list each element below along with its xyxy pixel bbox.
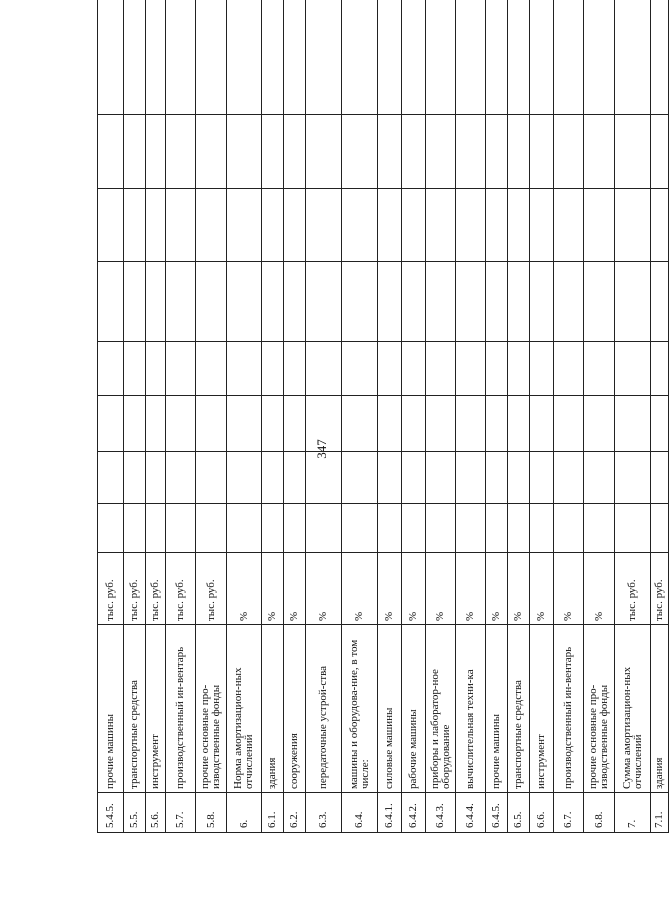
row-unit-cell: %	[284, 553, 306, 625]
row-name-cell: силовые машины	[378, 625, 402, 793]
value-cell	[262, 115, 284, 189]
table-row	[508, 0, 530, 833]
value-cell	[378, 452, 402, 504]
value-cell	[378, 115, 402, 189]
row-number-cell: 6.1.	[262, 793, 284, 833]
value-cell	[554, 504, 584, 553]
value-cell	[284, 262, 306, 342]
value-cell	[196, 452, 227, 504]
row-unit-cell: %	[402, 553, 426, 625]
value-cell	[342, 342, 378, 396]
value-cell	[227, 189, 262, 262]
value-cell	[284, 115, 306, 189]
value-cell	[530, 189, 554, 262]
value-cell	[124, 189, 146, 262]
value-cell	[651, 504, 669, 553]
value-cell	[342, 189, 378, 262]
value-cell	[508, 115, 530, 189]
table-row	[342, 0, 378, 833]
value-cell	[227, 504, 262, 553]
value-cell	[98, 396, 124, 452]
value-cell	[456, 396, 486, 452]
value-cell	[196, 504, 227, 553]
table-row	[554, 0, 584, 833]
value-cell	[306, 342, 342, 396]
value-cell	[651, 262, 669, 342]
value-cell	[508, 342, 530, 396]
value-cell	[146, 342, 166, 396]
table-row	[146, 0, 166, 833]
row-number-cell: 6.7.	[554, 793, 584, 833]
value-cell	[342, 0, 378, 115]
value-cell	[530, 0, 554, 115]
value-cell	[342, 504, 378, 553]
rotated-table-container	[97, 47, 665, 833]
value-cell	[426, 262, 456, 342]
row-name-cell: здания	[651, 625, 669, 793]
value-cell	[651, 396, 669, 452]
row-unit-cell: %	[486, 553, 508, 625]
row-name-cell: производственный ин-вентарь	[554, 625, 584, 793]
value-cell	[554, 189, 584, 262]
value-cell	[98, 452, 124, 504]
value-cell	[486, 504, 508, 553]
value-cell	[486, 342, 508, 396]
value-cell	[486, 396, 508, 452]
table-row	[124, 0, 146, 833]
row-unit-cell: тыс. руб.	[196, 553, 227, 625]
row-number-cell: 6.5.	[508, 793, 530, 833]
value-cell	[306, 504, 342, 553]
value-cell	[342, 452, 378, 504]
value-cell	[530, 115, 554, 189]
value-cell	[98, 504, 124, 553]
row-number-cell: 6.4.	[342, 793, 378, 833]
value-cell	[486, 115, 508, 189]
value-cell	[456, 115, 486, 189]
value-cell	[486, 452, 508, 504]
row-unit-cell: %	[584, 553, 615, 625]
value-cell	[166, 189, 196, 262]
value-cell	[166, 342, 196, 396]
row-unit-cell: тыс. руб.	[651, 553, 669, 625]
value-cell	[456, 262, 486, 342]
value-cell	[146, 262, 166, 342]
row-unit-cell: тыс. руб.	[146, 553, 166, 625]
row-number-cell: 6.4.3.	[426, 793, 456, 833]
value-cell	[615, 0, 651, 115]
row-unit-cell: %	[342, 553, 378, 625]
value-cell	[284, 504, 306, 553]
value-cell	[554, 262, 584, 342]
value-cell	[508, 189, 530, 262]
table-row	[98, 0, 124, 833]
value-cell	[98, 342, 124, 396]
row-name-cell: передаточные устрой-ства	[306, 625, 342, 793]
value-cell	[124, 452, 146, 504]
row-number-cell: 6.3.	[306, 793, 342, 833]
row-unit-cell: %	[426, 553, 456, 625]
value-cell	[508, 504, 530, 553]
row-unit-cell: %	[262, 553, 284, 625]
value-cell	[530, 262, 554, 342]
value-cell	[166, 115, 196, 189]
value-cell	[554, 452, 584, 504]
value-cell	[402, 115, 426, 189]
value-cell	[426, 0, 456, 115]
value-cell	[166, 452, 196, 504]
value-cell	[402, 342, 426, 396]
row-name-cell: Сумма амортизацион-ных отчислений	[615, 625, 651, 793]
value-cell	[615, 452, 651, 504]
value-cell	[306, 115, 342, 189]
value-cell	[402, 0, 426, 115]
row-name-cell: производственный ин-вентарь	[166, 625, 196, 793]
value-cell	[554, 396, 584, 452]
row-name-cell: приборы и лаборатор-ное оборудование	[426, 625, 456, 793]
value-cell	[456, 342, 486, 396]
value-cell	[227, 342, 262, 396]
value-cell	[124, 504, 146, 553]
value-cell	[584, 396, 615, 452]
value-cell	[146, 452, 166, 504]
value-cell	[262, 452, 284, 504]
value-cell	[651, 115, 669, 189]
value-cell	[508, 0, 530, 115]
table-row	[166, 0, 196, 833]
value-cell	[530, 342, 554, 396]
value-cell	[651, 342, 669, 396]
value-cell	[651, 452, 669, 504]
row-number-cell: 6.4.4.	[456, 793, 486, 833]
value-cell	[306, 452, 342, 504]
value-cell	[227, 452, 262, 504]
value-cell	[508, 452, 530, 504]
value-cell	[124, 342, 146, 396]
row-name-cell: вычислительная техни-ка	[456, 625, 486, 793]
value-cell	[508, 396, 530, 452]
value-cell	[342, 262, 378, 342]
value-cell	[615, 262, 651, 342]
row-number-cell: 7.1.	[651, 793, 669, 833]
value-cell	[146, 115, 166, 189]
row-number-cell: 7.	[615, 793, 651, 833]
row-name-cell: прочие машины	[98, 625, 124, 793]
value-cell	[584, 189, 615, 262]
value-cell	[378, 0, 402, 115]
table-row	[530, 0, 554, 833]
row-unit-cell: %	[378, 553, 402, 625]
value-cell	[124, 0, 146, 115]
row-number-cell: 6.	[227, 793, 262, 833]
value-cell	[342, 396, 378, 452]
value-cell	[146, 0, 166, 115]
value-cell	[554, 115, 584, 189]
row-number-cell: 5.8.	[196, 793, 227, 833]
value-cell	[426, 396, 456, 452]
value-cell	[378, 504, 402, 553]
value-cell	[426, 189, 456, 262]
row-unit-cell: %	[227, 553, 262, 625]
row-unit-cell: тыс. руб.	[166, 553, 196, 625]
value-cell	[262, 504, 284, 553]
value-cell	[530, 452, 554, 504]
value-cell	[284, 452, 306, 504]
value-cell	[146, 396, 166, 452]
value-cell	[196, 115, 227, 189]
row-name-cell: инструмент	[146, 625, 166, 793]
row-name-cell: прочие основные про-изводственные фонды	[196, 625, 227, 793]
value-cell	[262, 189, 284, 262]
row-unit-cell: %	[306, 553, 342, 625]
row-name-cell: Норма амортизацион-ных отчислений	[227, 625, 262, 793]
value-cell	[196, 342, 227, 396]
row-number-cell: 6.4.5.	[486, 793, 508, 833]
value-cell	[166, 504, 196, 553]
row-number-cell: 5.4.5.	[98, 793, 124, 833]
value-cell	[402, 504, 426, 553]
value-cell	[584, 262, 615, 342]
value-cell	[227, 0, 262, 115]
table-row	[378, 0, 402, 833]
value-cell	[554, 342, 584, 396]
row-number-cell: 5.5.	[124, 793, 146, 833]
value-cell	[378, 189, 402, 262]
value-cell	[227, 115, 262, 189]
row-name-cell: инструмент	[530, 625, 554, 793]
value-cell	[456, 0, 486, 115]
value-cell	[227, 396, 262, 452]
row-unit-cell: тыс. руб.	[124, 553, 146, 625]
value-cell	[262, 396, 284, 452]
value-cell	[227, 262, 262, 342]
row-number-cell: 6.8.	[584, 793, 615, 833]
value-cell	[486, 0, 508, 115]
value-cell	[284, 0, 306, 115]
value-cell	[262, 262, 284, 342]
value-cell	[306, 396, 342, 452]
row-name-cell: здания	[262, 625, 284, 793]
value-cell	[584, 452, 615, 504]
value-cell	[166, 0, 196, 115]
value-cell	[98, 189, 124, 262]
row-number-cell: 6.2.	[284, 793, 306, 833]
value-cell	[306, 189, 342, 262]
page-number: 347	[313, 439, 329, 459]
value-cell	[378, 396, 402, 452]
row-unit-cell: %	[456, 553, 486, 625]
value-cell	[166, 262, 196, 342]
value-cell	[378, 342, 402, 396]
value-cell	[306, 262, 342, 342]
value-cell	[98, 262, 124, 342]
value-cell	[196, 189, 227, 262]
value-cell	[284, 189, 306, 262]
value-cell	[615, 342, 651, 396]
value-cell	[615, 504, 651, 553]
value-cell	[196, 0, 227, 115]
row-unit-cell: %	[530, 553, 554, 625]
value-cell	[402, 452, 426, 504]
value-cell	[651, 189, 669, 262]
row-name-cell: транспортные средства	[508, 625, 530, 793]
value-cell	[306, 0, 342, 115]
row-unit-cell: тыс. руб.	[615, 553, 651, 625]
row-name-cell: прочие основные про-изводственные фонды	[584, 625, 615, 793]
row-number-cell: 5.6.	[146, 793, 166, 833]
value-cell	[196, 262, 227, 342]
value-cell	[584, 115, 615, 189]
value-cell	[124, 115, 146, 189]
table-row	[456, 0, 486, 833]
value-cell	[196, 396, 227, 452]
value-cell	[426, 452, 456, 504]
value-cell	[98, 115, 124, 189]
value-cell	[124, 262, 146, 342]
table-row	[651, 0, 669, 833]
value-cell	[284, 342, 306, 396]
value-cell	[584, 342, 615, 396]
table-row	[196, 0, 227, 833]
table-row	[306, 0, 342, 833]
value-cell	[615, 189, 651, 262]
value-cell	[486, 189, 508, 262]
value-cell	[342, 115, 378, 189]
row-name-cell: сооружения	[284, 625, 306, 793]
row-name-cell: рабочие машины	[402, 625, 426, 793]
table-row	[402, 0, 426, 833]
row-unit-cell: %	[554, 553, 584, 625]
row-name-cell: машины и оборудова-ние, в том числе:	[342, 625, 378, 793]
row-unit-cell: %	[508, 553, 530, 625]
value-cell	[284, 396, 306, 452]
value-cell	[426, 115, 456, 189]
value-cell	[146, 189, 166, 262]
table-row	[227, 0, 262, 833]
value-cell	[584, 0, 615, 115]
value-cell	[402, 262, 426, 342]
row-number-cell: 6.4.2.	[402, 793, 426, 833]
table-row	[584, 0, 615, 833]
row-number-cell: 6.4.1.	[378, 793, 402, 833]
value-cell	[584, 504, 615, 553]
value-cell	[124, 396, 146, 452]
value-cell	[262, 0, 284, 115]
value-cell	[166, 396, 196, 452]
value-cell	[402, 396, 426, 452]
value-cell	[262, 342, 284, 396]
row-unit-cell: тыс. руб.	[98, 553, 124, 625]
value-cell	[486, 262, 508, 342]
table-row	[426, 0, 456, 833]
value-cell	[508, 262, 530, 342]
table-row	[486, 0, 508, 833]
row-name-cell: прочие машины	[486, 625, 508, 793]
value-cell	[530, 396, 554, 452]
value-cell	[651, 0, 669, 115]
row-number-cell: 5.7.	[166, 793, 196, 833]
value-cell	[98, 0, 124, 115]
row-number-cell: 6.6.	[530, 793, 554, 833]
value-cell	[456, 504, 486, 553]
value-cell	[146, 504, 166, 553]
value-cell	[456, 452, 486, 504]
row-name-cell: транспортные средства	[124, 625, 146, 793]
value-cell	[615, 396, 651, 452]
value-cell	[615, 115, 651, 189]
value-cell	[402, 189, 426, 262]
table-row	[262, 0, 284, 833]
depreciation-table	[97, 0, 669, 833]
value-cell	[426, 342, 456, 396]
table-row	[284, 0, 306, 833]
value-cell	[456, 189, 486, 262]
value-cell	[554, 0, 584, 115]
value-cell	[378, 262, 402, 342]
value-cell	[426, 504, 456, 553]
table-row	[615, 0, 651, 833]
value-cell	[530, 504, 554, 553]
